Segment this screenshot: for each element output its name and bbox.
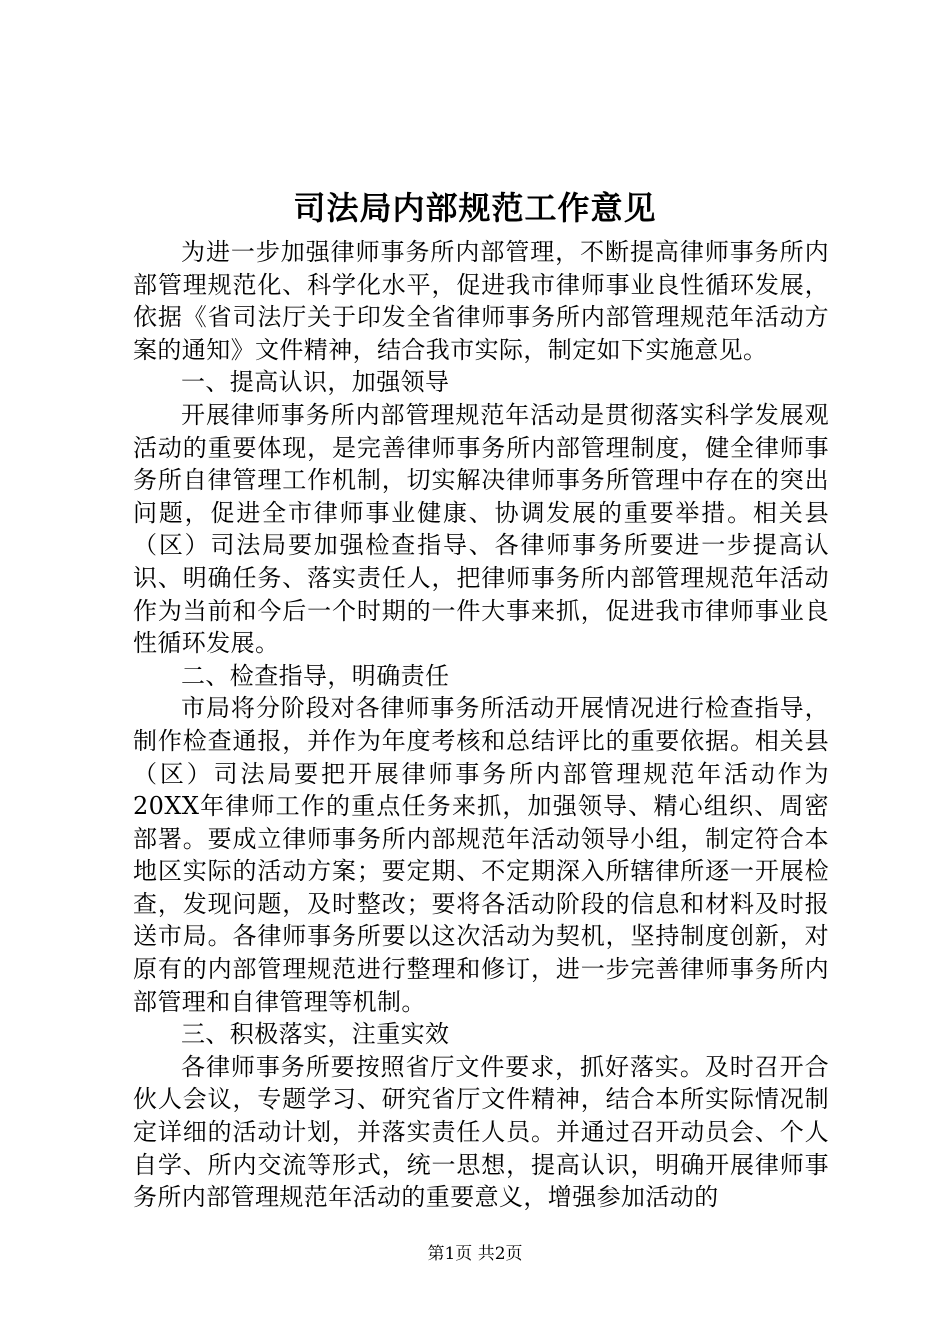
section-1-paragraph: 开展律师事务所内部管理规范年活动是贯彻落实科学发展观活动的重要体现，是完善律师事务所内部管理制度，健全律师事务所自律管理工作机制，切实解决律师事务所管理中存在的突出问题，促进全市律师事业健康、协调发展的重要举措。相关县（区）司法局要加强检查指导、各律师事务所要进一步提高认识、明确任务、落实责任人，把律师事务所内部管理规范年活动作为当前和今后一个时期的一件大事来抓，促进我市律师事业良性循环发展。 [133,400,829,658]
document-title: 司法局内部规范工作意见 [293,189,657,227]
section-2-paragraph: 市局将分阶段对各律师事务所活动开展情况进行检查指导，制作检查通报，并作为年度考核和总结评比的重要依据。相关县（区）司法局要把开展律师事务所内部管理规范年活动作为20XX年律师工作的重点任务来抓，加强领导、精心组织、周密部署。要成立律师事务所内部规范年活动领导小组，制定符合本地区实际的活动方案；要定期、不定期深入所辖律所逐一开展检查，发现问题，及时整改；要将各活动阶段的信息和材料及时报送市局。各律师事务所要以这次活动为契机，坚持制度创新，对原有的内部管理规范进行整理和修订，进一步完善律师事务所内部管理和自律管理等机制。 [133,694,829,1016]
section-3-paragraph: 各律师事务所要按照省厅文件要求，抓好落实。及时召开合伙人会议，专题学习、研究省厅文件精神，结合本所实际情况制定详细的活动计划，并落实责任人员。并通过召开动员会、个人自学、所内交流等形式，统一思想，提高认识，明确开展律师事务所内部管理规范年活动的重要意义，增强参加活动的 [133,1052,829,1212]
section-heading-1: 一、提高认识，加强领导 [181,368,450,397]
intro-paragraph: 为进一步加强律师事务所内部管理，不断提高律师事务所内部管理规范化、科学化水平，促进我市律师事业良性循环发展，依据《省司法厅关于印发全省律师事务所内部管理规范年活动方案的通知》文件精神，结合我市实际，制定如下实施意见。 [133,238,829,364]
page-number-footer: 第1页 共2页 [427,1244,523,1264]
section-heading-3: 三、积极落实，注重实效 [181,1020,450,1049]
section-heading-2: 二、检查指导，明确责任 [181,661,450,690]
document-body [133,236,829,1214]
